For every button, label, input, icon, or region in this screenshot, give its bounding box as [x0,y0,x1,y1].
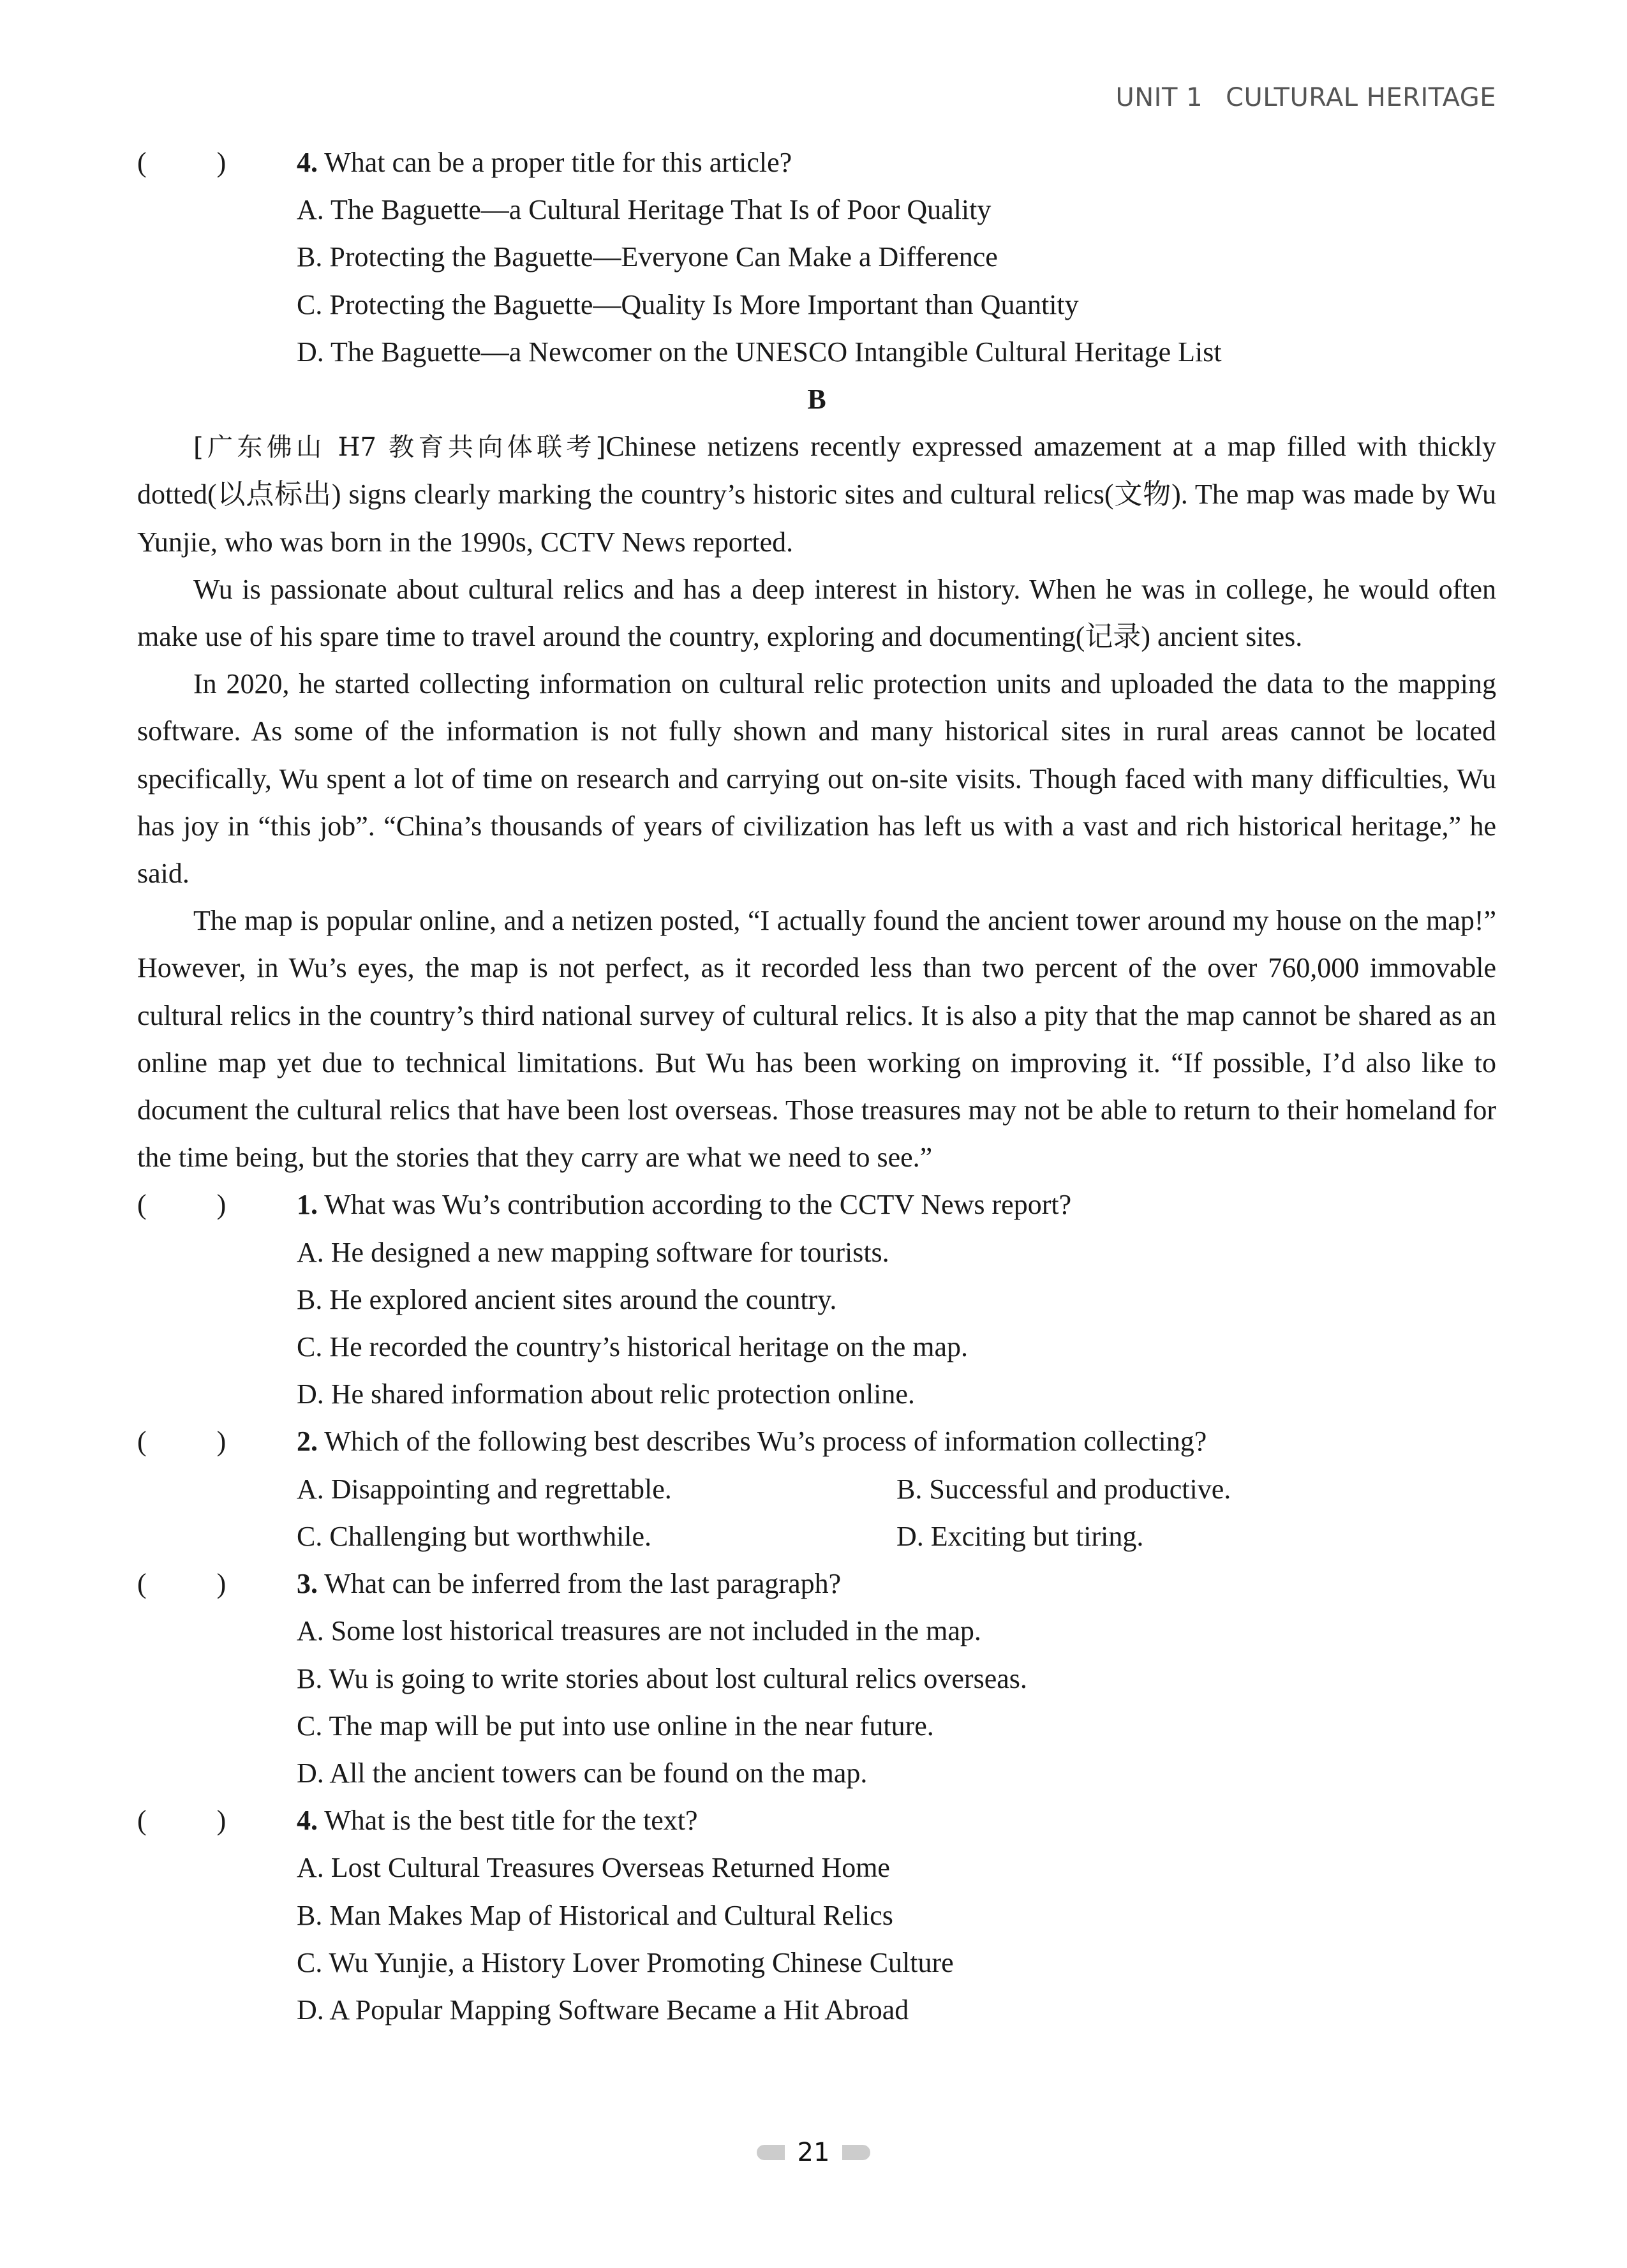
question-number: 4. [297,1805,318,1837]
option: D. He shared information about relic protection online. [297,1378,915,1410]
option: C. The map will be put into use online in the near future. [297,1710,934,1742]
question-3 [137,1560,1496,1608]
page-number-ornament-left [757,2145,785,2160]
option: B. Wu is going to write stories about lost cultural relics overseas. [297,1662,1027,1694]
question-prev-4 [137,139,1496,186]
page-number-ornament-right [842,2145,870,2160]
page-number-text: 21 [797,2138,830,2167]
option: C. He recorded the country’s historical heritage on the map. [297,1331,968,1363]
page-content [137,139,1496,2034]
answer-blank[interactable]: ( ) [137,1568,227,1600]
question-text: What can be inferred from the last paragraph? [324,1568,842,1600]
option-row [137,1513,1496,1560]
option: C. Protecting the Baguette—Quality Is More Important than Quantity [297,288,1079,320]
answer-blank[interactable]: ( ) [137,1189,227,1221]
question-text: Which of the following best describes Wu’s process of information collecting? [324,1426,1207,1458]
option: B. Protecting the Baguette—Everyone Can Make a Difference [297,241,998,273]
question-number: 1. [297,1189,318,1221]
question-1 [137,1181,1496,1228]
option: C. Challenging but worthwhile. [297,1520,652,1552]
option: B. Successful and productive. [896,1473,1231,1505]
running-header [1115,83,1496,112]
passage-paragraph: In 2020, he started collecting information on cultural relic protection units and uploaded the data to the mapping software. As some of the information is not fully shown and many historical sites in rural areas cannot be located specifically, Wu spent a lot of time on research and carrying out on-site visits. Though faced with many difficulties, Wu has joy in “this job”. “China’s thousands of years of civilization has left us with a vast and rich historical heritage,” he said. [137,668,1496,890]
question-number: 2. [297,1426,318,1458]
option: D. A Popular Mapping Software Became a Hit Abroad [297,1994,909,2026]
passage-paragraph: The map is popular online, and a netizen posted, “I actually found the ancient tower around my house on the map!” However, in Wu’s eyes, the map is not perfect, as it recorded less than two percent of the over 760,000 immovable cultural relics in the country’s third national survey of cultural relics. It is also a pity that the map cannot be shared as an online map yet due to technical limitations. But Wu has been working on improving it. “If possible, I’d also like to document the cultural relics that have been lost overseas. Those treasures may not be able to return to their homeland for the time being, but the stories that they carry are what we need to see.” [137,905,1496,1174]
option: A. He designed a new mapping software for tourists. [297,1236,889,1268]
option: A. The Baguette—a Cultural Heritage That Is of Poor Quality [297,194,992,226]
passage-paragraph: Wu is passionate about cultural relics and has a deep interest in history. When he was in college, he would often make use of his spare time to travel around the country, exploring and documenting(记录) ancient sites. [137,573,1496,653]
answer-blank[interactable]: ( ) [137,1805,227,1837]
answer-blank[interactable]: ( ) [137,1426,227,1458]
option: D. Exciting but tiring. [896,1520,1144,1552]
answer-blank[interactable]: ( ) [137,147,227,178]
option: C. Wu Yunjie, a History Lover Promoting Chinese Culture [297,1946,954,1978]
question-number: 4. [297,147,318,178]
option: D. All the ancient towers can be found on the map. [297,1757,868,1789]
option: A. Disappointing and regrettable. [297,1473,672,1505]
unit-label: UNIT 1 [1115,83,1203,112]
source-label: [广东佛山 H7 教育共向体联考] [193,433,606,463]
question-text: What can be a proper title for this article? [324,147,792,178]
option: A. Lost Cultural Treasures Overseas Returned Home [297,1852,890,1884]
unit-title: CULTURAL HERITAGE [1226,83,1496,112]
option: B. Man Makes Map of Historical and Cultural Relics [297,1899,893,1931]
option: D. The Baguette—a Newcomer on the UNESCO Intangible Cultural Heritage List [297,336,1222,368]
question-4 [137,1797,1496,1844]
passage-paragraph: [广东佛山 H7 教育共向体联考]Chinese netizens recently expressed amazement at a map filled with thickly dotted(以点标出) signs clearly marking the country’s historic sites and cultural relics(文物). The map was made by Wu Yunjie, who was born in the 1990s, CCTV News reported. [137,431,1496,558]
option-row [137,1466,1496,1513]
question-text: What was Wu’s contribution according to the CCTV News report? [324,1189,1072,1221]
question-number: 3. [297,1568,318,1600]
question-text: What is the best title for the text? [324,1805,698,1837]
page-number [0,2138,1627,2167]
question-2 [137,1418,1496,1465]
section-heading: B [807,384,826,415]
option: B. He explored ancient sites around the country. [297,1283,837,1315]
option: A. Some lost historical treasures are not included in the map. [297,1615,981,1647]
